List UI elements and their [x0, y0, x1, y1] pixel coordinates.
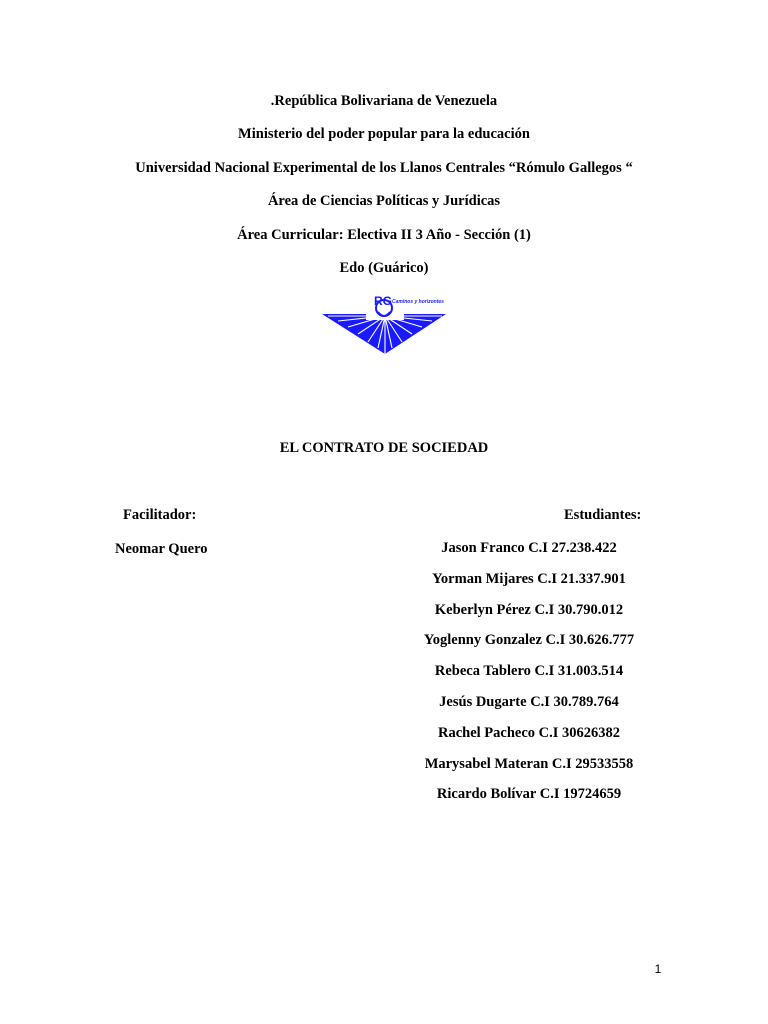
student-entry: Marysabel Materan C.I 29533558 [424, 755, 634, 772]
header-curricular: Área Curricular: Electiva II 3 Año - Sección (1) [237, 227, 531, 243]
student-entry: Keberlyn Pérez C.I 30.790.012 [434, 601, 624, 618]
header-ministry: Ministerio del poder popular para la educación [238, 126, 530, 142]
svg-text:RG: RG [374, 294, 392, 308]
student-entry: Ricardo Bolívar C.I 19724659 [436, 786, 622, 803]
student-entry: Jason Franco C.I 27.238.422 [441, 540, 617, 556]
student-entry: Rebeca Tablero C.I 31.003.514 [434, 663, 624, 680]
header-state: Edo (Guárico) [339, 260, 429, 276]
facilitator-name: Neomar Quero [115, 541, 208, 557]
facilitator-label: Facilitador: [123, 507, 197, 523]
header-university: Universidad Nacional Experimental de los Llanos Centrales “Rómulo Gallegos “ [135, 160, 633, 176]
student-entry: Yorman Mijares C.I 21.337.901 [432, 570, 626, 587]
students-list [400, 539, 658, 816]
student-entry: Yoglenny Gonzalez C.I 30.626.777 [423, 632, 635, 649]
student-entry: Jesús Dugarte C.I 30.789.764 [439, 693, 619, 710]
svg-text:Caminos y horizontes: Caminos y horizontes [392, 299, 444, 305]
university-logo [318, 292, 450, 356]
header-area: Área de Ciencias Políticas y Jurídicas [267, 193, 501, 209]
document-title: EL CONTRATO DE SOCIEDAD [279, 440, 489, 456]
page-number: 1 [654, 962, 662, 976]
students-label: Estudiantes: [564, 507, 642, 523]
header-republic: .República Bolivariana de Venezuela [270, 93, 498, 109]
student-entry: Rachel Pacheco C.I 30626382 [437, 724, 621, 741]
